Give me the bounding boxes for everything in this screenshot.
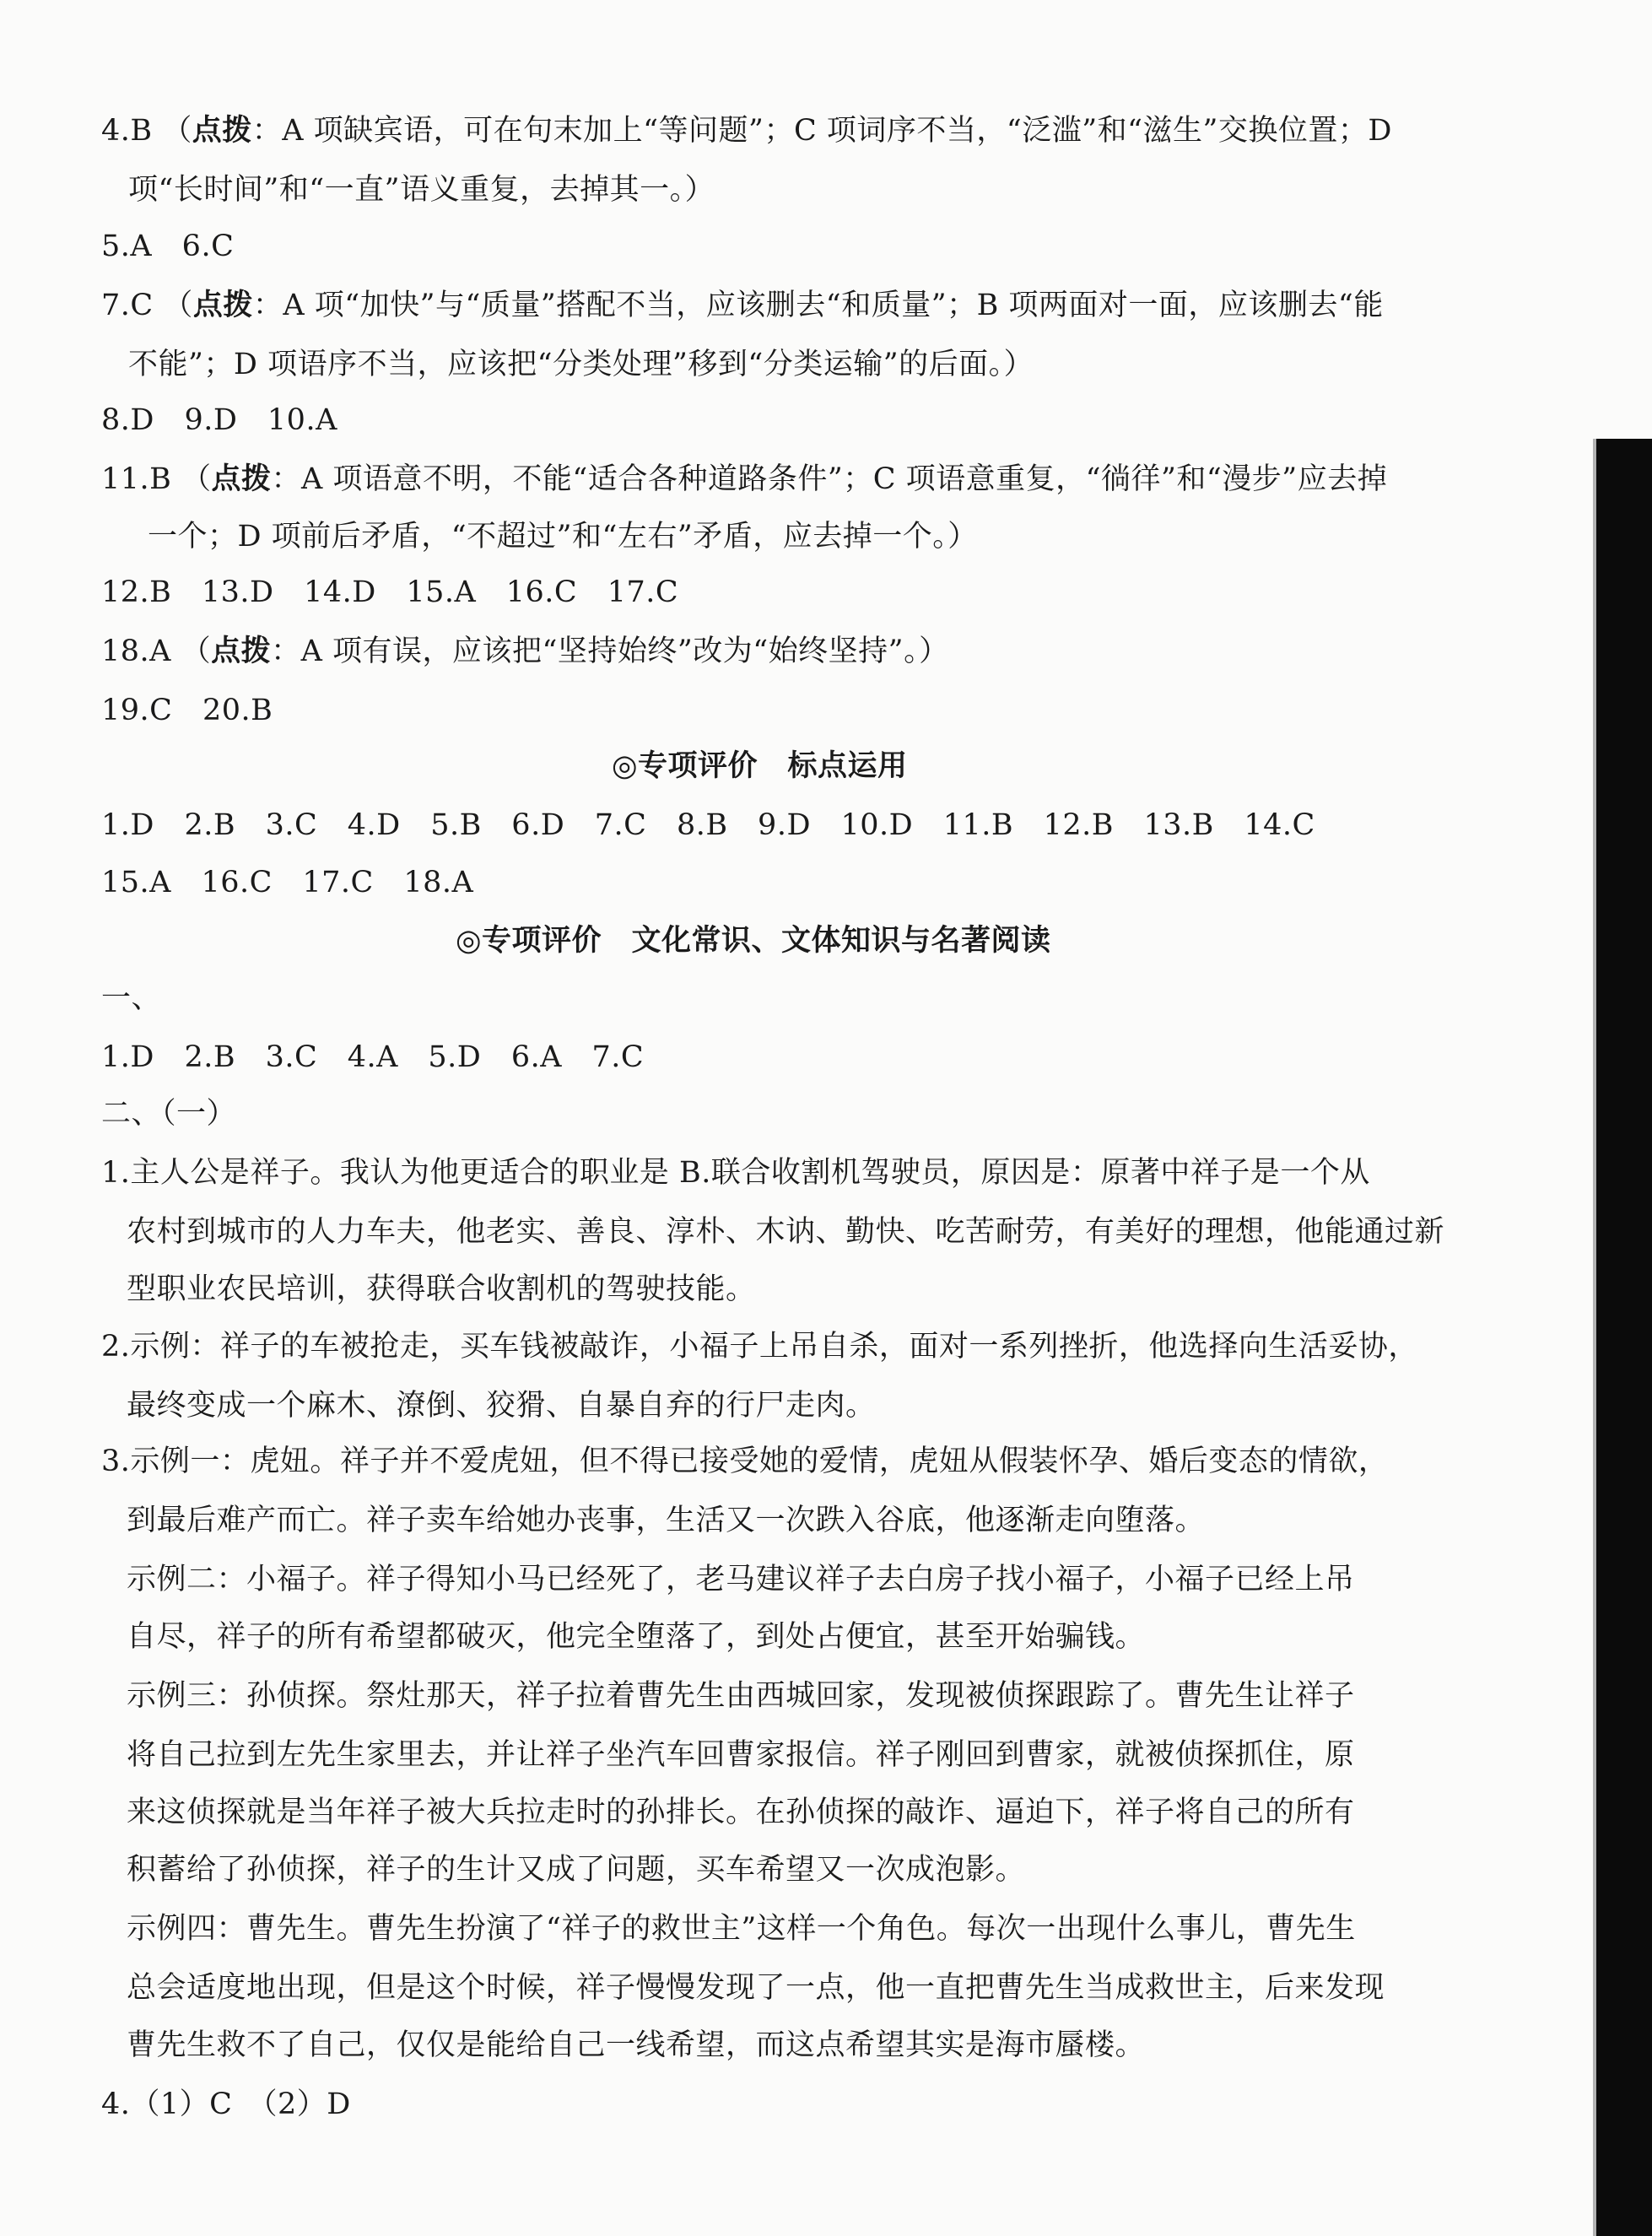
answer-text: ：A 项“加快”与“质量”搭配不当，应该删去“和质量”；B 项两面对一面，应该删去“能 — [252, 289, 1384, 322]
answer-text: 将自己拉到左先生家里去，并让祥子坐汽车回曹家报信。祥子刚回到曹家，就被侦探抓住，原 — [127, 1738, 1355, 1772]
hint-label: 点拨 — [211, 462, 272, 496]
answer-text: 11.B （ — [101, 462, 212, 496]
answer-line — [101, 1330, 1418, 1364]
answer-text: 18.A （ — [101, 635, 212, 668]
answer-line — [127, 1563, 1355, 1596]
answer-line — [127, 1971, 1385, 2005]
answer-text: ：A 项有误，应该把“坚持始终”改为“始终坚持”。） — [271, 635, 949, 668]
answer-line — [101, 635, 949, 668]
answer-line — [127, 1738, 1355, 1772]
hint-label: 点拨 — [192, 113, 252, 148]
answer-text: 15.A 16.C 17.C 18.A — [101, 866, 474, 899]
section-heading — [456, 924, 1051, 958]
hint-label: ◎专项评价 标点运用 — [612, 748, 908, 783]
answer-text: ：A 项语意不明，不能“适合各种道路条件”；C 项语意重复，“徜徉”和“漫步”应去掉 — [271, 462, 1388, 496]
answer-text: 12.B 13.D 14.D 15.A 16.C 17.C — [101, 575, 679, 609]
answer-text: 示例二：小福子。祥子得知小马已经死了，老马建议祥子去白房子找小福子，小福子已经上吊 — [127, 1563, 1355, 1596]
answer-text: 2.示例：祥子的车被抢走，买车钱被敲诈，小福子上吊自杀，面对一系列挫折，他选择向生活妥协， — [101, 1330, 1418, 1364]
answer-text: 1.D 2.B 3.C 4.D 5.B 6.D 7.C 8.B 9.D 10.D 11.B 12.B 13.B 14.C — [101, 808, 1315, 842]
answer-line — [101, 1040, 644, 1074]
answer-line — [101, 114, 1392, 148]
answer-line — [101, 1156, 1370, 1190]
answer-line — [101, 866, 473, 899]
answer-line — [127, 1620, 1145, 1654]
answer-line — [127, 1504, 1205, 1537]
answer-line — [101, 694, 273, 727]
answer-text: 二、（一） — [101, 1097, 237, 1131]
hint-label: ◎专项评价 文化常识、文体知识与名著阅读 — [456, 923, 1051, 958]
answer-line — [148, 520, 978, 554]
answer-line — [101, 981, 161, 1015]
hint-label: 点拨 — [192, 288, 253, 322]
answer-text: 一、 — [101, 981, 162, 1015]
answer-line — [127, 1389, 876, 1423]
answer-text: 1.主人公是祥子。我认为他更适合的职业是 B.联合收割机驾驶员，原因是：原著中祥子是一个从 — [101, 1156, 1370, 1190]
answer-text: 最终变成一个麻木、潦倒、狡猾、自暴自弃的行尸走肉。 — [127, 1389, 876, 1423]
answer-line — [127, 1796, 1355, 1829]
answer-text: 5.A 6.C — [101, 230, 235, 263]
answer-text: 曹先生救不了自己，仅仅是能给自己一线希望，而这点希望其实是海市蜃楼。 — [127, 2028, 1146, 2062]
answer-line — [127, 1679, 1355, 1713]
answer-line — [101, 2087, 351, 2121]
answer-line — [101, 289, 1384, 322]
answer-text: 农村到城市的人力车夫，他老实、善良、淳朴、木讷、勤快、吃苦耐劳，有美好的理想，他能通过新 — [127, 1215, 1445, 1249]
section-heading — [612, 749, 908, 783]
hint-label: 点拨 — [211, 634, 272, 668]
answer-text: 来这侦探就是当年祥子被大兵拉走时的孙排长。在孙侦探的敲诈、逼迫下，祥子将自己的所有 — [127, 1796, 1355, 1829]
answer-text: ：A 项缺宾语，可在句末加上“等问题”；C 项词序不当，“泛滥”和“滋生”交换位置；D — [251, 114, 1392, 148]
answer-line — [128, 173, 715, 207]
answer-text: 示例四：曹先生。曹先生扮演了“祥子的救世主”这样一个角色。每次一出现什么事儿，曹先生 — [127, 1912, 1356, 1946]
answer-text: 到最后难产而亡。祥子卖车给她办丧事，生活又一次跌入谷底，他逐渐走向堕落。 — [127, 1504, 1206, 1537]
answer-line — [101, 230, 234, 263]
answer-text: 7.C （ — [101, 289, 193, 322]
answer-line — [101, 1445, 1388, 1478]
answer-text: 项“长时间”和“一直”语义重复，去掉其一。） — [128, 173, 715, 207]
answer-line — [127, 1853, 1025, 1887]
answer-text: 19.C 20.B — [101, 694, 273, 727]
answer-line — [127, 1215, 1444, 1249]
answer-text: 自尽，祥子的所有希望都破灭，他完全堕落了，到处占便宜，甚至开始骗钱。 — [127, 1620, 1146, 1654]
answer-line — [101, 808, 1315, 842]
answer-text: 总会适度地出现，但是这个时候，祥子慢慢发现了一点，他一直把曹先生当成救世主，后来发现 — [127, 1971, 1385, 2005]
answer-line — [101, 403, 337, 437]
answer-line — [101, 1097, 236, 1131]
answer-text: 8.D 9.D 10.A — [101, 403, 337, 437]
answer-text: 3.示例一：虎妞。祥子并不爱虎妞，但不得已接受她的爱情，虎妞从假装怀孕、婚后变态的情欲， — [101, 1445, 1389, 1478]
answer-line — [101, 575, 678, 609]
answer-text: 4.B （ — [101, 114, 192, 148]
answer-line — [127, 1912, 1356, 1946]
answer-text: 4.（1）C （2）D — [101, 2087, 351, 2121]
answer-text: 一个；D 项前后矛盾，“不超过”和“左右”矛盾，应去掉一个。） — [148, 520, 978, 554]
answer-text: 积蓄给了孙侦探，祥子的生计又成了问题，买车希望又一次成泡影。 — [127, 1853, 1026, 1887]
answer-text: 型职业农民培训，获得联合收割机的驾驶技能。 — [127, 1272, 756, 1306]
answer-line — [127, 2028, 1145, 2062]
answer-text: 不能”；D 项语序不当，应该把“分类处理”移到“分类运输”的后面。） — [128, 348, 1034, 381]
answer-line — [128, 348, 1034, 381]
answer-line — [101, 462, 1387, 496]
answer-text: 示例三：孙侦探。祭灶那天，祥子拉着曹先生由西城回家，发现被侦探跟踪了。曹先生让祥子 — [127, 1679, 1355, 1713]
answer-line — [127, 1272, 756, 1306]
answer-text: 1.D 2.B 3.C 4.A 5.D 6.A 7.C — [101, 1040, 645, 1074]
